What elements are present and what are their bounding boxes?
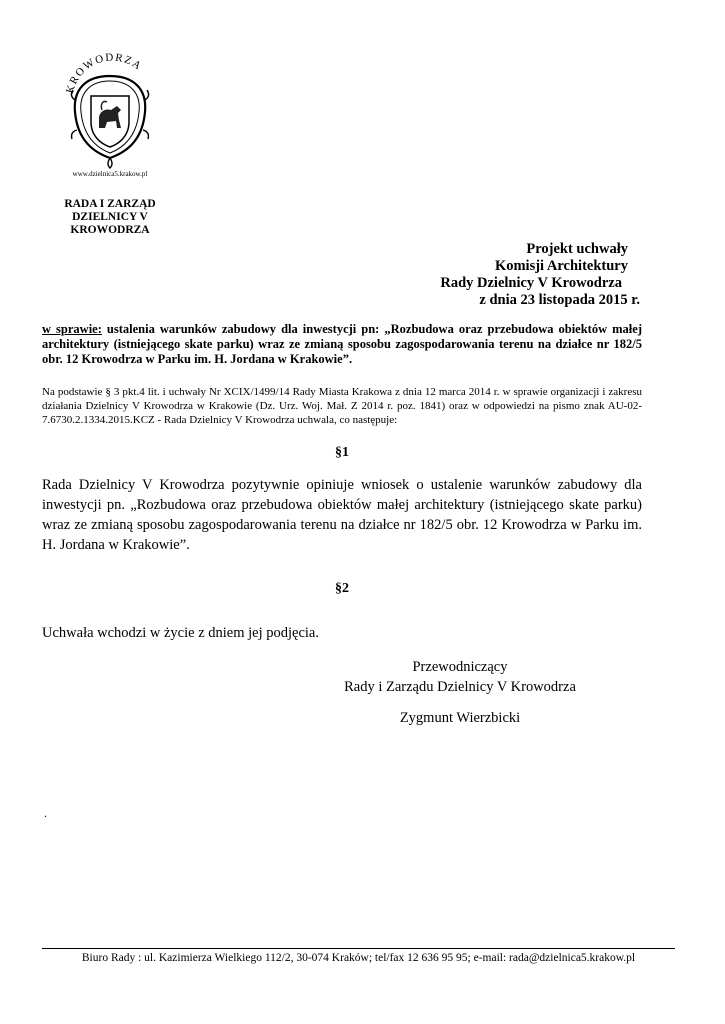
resolution-subject [42, 322, 642, 367]
website-url: www.dzielnica5.krakow.pl [72, 170, 148, 178]
project-date: z dnia 23 listopada 2015 r. [479, 292, 640, 308]
section-2-text: Uchwała wchodzi w życie z dniem jej podjęcia. [42, 625, 319, 641]
signature-block [330, 657, 590, 697]
signatory-name: Zygmunt Wierzbicki [399, 710, 521, 726]
section-2-heading: §2 [335, 581, 349, 596]
org-line: RADA I ZARZĄD [64, 198, 156, 210]
legal-basis: Na podstawie § 3 pkt.4 lit. i uchwały Nr XCIX/1499/14 Rady Miasta Krakowa z dnia 12 marca 2014 r. w sprawie organizacji i zakresu działania Dzielnicy V Krowodrza w Krakowie (Dz. Urz. Woj. Mał. Z 2014 r. poz. 1841) oraz w odpowiedzi na pismo znak AU-02-7.6730.2.1334.2015.KCZ - Rada Dzielnicy V Krowodrza uchwala, co następuje: [42, 386, 642, 426]
footer-contact: Biuro Rady : ul. Kazimierza Wielkiego 112/2, 30-074 Kraków; tel/fax 12 636 95 95; e-mail: rada@dzielnica5.krakow.pl [81, 952, 636, 964]
stray-mark: . [44, 806, 47, 820]
seal-lettering: KROWODRZA [64, 51, 145, 95]
section-1-heading: §1 [335, 445, 349, 460]
signature-role: Przewodniczący [412, 659, 508, 675]
district-seal-logo [55, 50, 165, 170]
org-line: KROWODRZA [70, 224, 150, 236]
footer-divider [42, 948, 675, 949]
signature-role-body: Rady i Zarządu Dzielnicy V Krowodrza [344, 679, 576, 695]
subject-label: w sprawie: [42, 322, 102, 336]
project-council: Rady Dzielnicy V Krowodrza [440, 275, 622, 291]
project-committee: Komisji Architektury [494, 258, 628, 274]
section-1-text: Rada Dzielnicy V Krowodrza pozytywnie opiniuje wniosek o ustalenie warunków zabudowy dla inwestycji pn. „Rozbudowa oraz przebudowa obiektów małej architektury (istniejącego skate parku) wraz ze zmianą sposobu zagospodarowania terenu na działce nr 182/5 obr. 12 Krowodrza w Parku im. H. Jordana w Krakowie”. [42, 477, 642, 553]
organization-name [40, 198, 180, 237]
subject-text: ustalenia warunków zabudowy dla inwestycji pn: „Rozbudowa oraz przebudowa obiektów małej architektury (istniejącego skate parku) wraz ze zmianą sposobu zagospodarowania terenu na działce nr 182/5 obr. 12 Krowodrza w Parku im. H. Jordana w Krakowie”. [42, 322, 642, 366]
project-title: Projekt uchwały [526, 241, 628, 257]
project-heading [400, 241, 640, 309]
org-line: DZIELNICY V [72, 211, 148, 223]
